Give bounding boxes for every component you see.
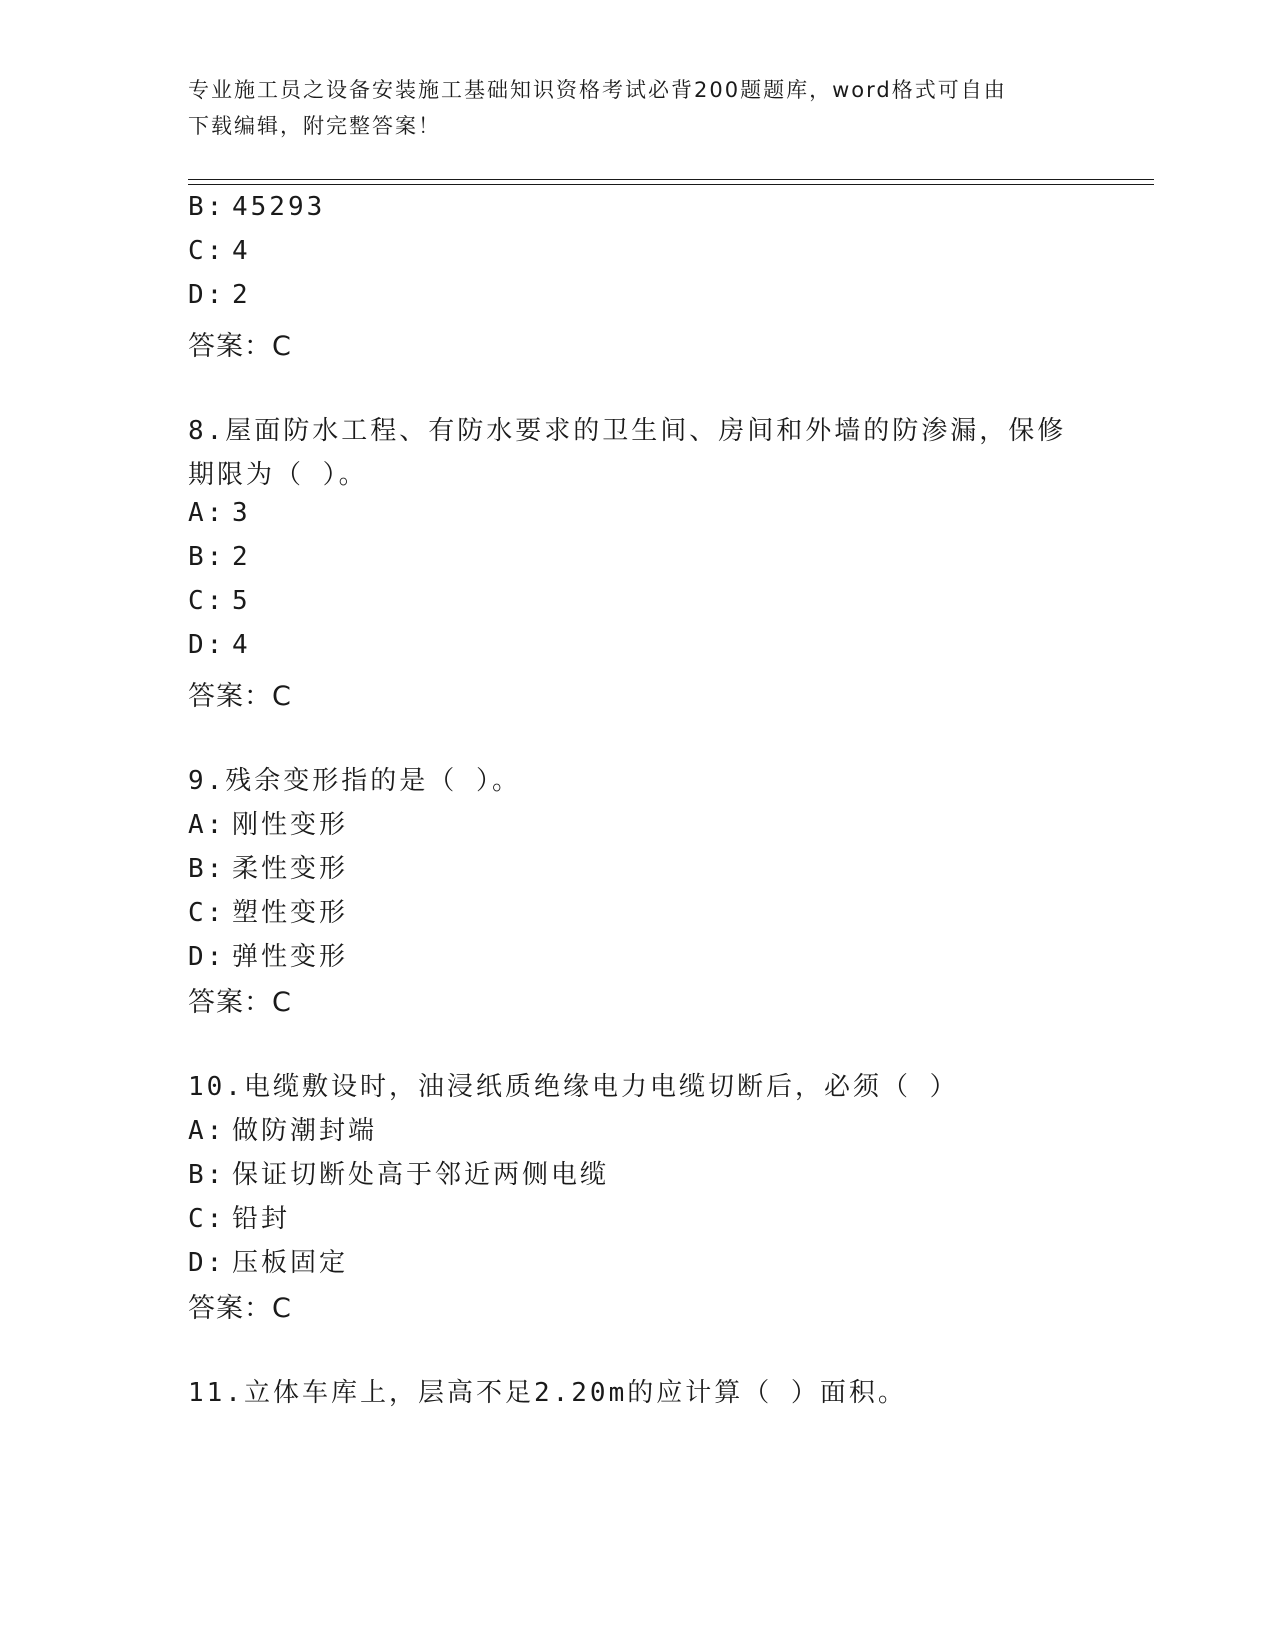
- q10-option-d: D: 压板固定: [188, 1248, 349, 1278]
- q9-stem: 9.残余变形指的是（ ）。: [188, 766, 521, 796]
- prev-answer: 答案：C: [188, 331, 292, 362]
- q9-option-a: A: 刚性变形: [188, 810, 349, 840]
- q11-stem: 11.立体车库上，层高不足2.20m的应计算（ ）面积。: [188, 1378, 907, 1408]
- prev-option-b: B: 45293: [188, 192, 326, 222]
- prev-option-c: C: 4: [188, 236, 251, 266]
- q8-option-b: B: 2: [188, 542, 251, 572]
- q9-option-d: D: 弹性变形: [188, 942, 349, 972]
- q8-answer: 答案：C: [188, 681, 292, 712]
- q9-answer: 答案：C: [188, 987, 292, 1018]
- header-line-1: 专业施工员之设备安装施工基础知识资格考试必背200题题库，word格式可自由: [188, 78, 1007, 102]
- q10-option-b: B: 保证切断处高于邻近两侧电缆: [188, 1160, 610, 1190]
- q10-option-c: C: 铅封: [188, 1204, 291, 1234]
- document-header: [188, 72, 1088, 144]
- q8-stem-line-1: 8.屋面防水工程、有防水要求的卫生间、房间和外墙的防渗漏，保修: [188, 416, 1067, 446]
- q8-option-a: A: 3: [188, 498, 251, 528]
- q8-option-c: C: 5: [188, 586, 251, 616]
- q10-option-a: A: 做防潮封端: [188, 1116, 378, 1146]
- q9-option-c: C: 塑性变形: [188, 898, 349, 928]
- header-divider-bottom: [188, 184, 1154, 185]
- q9-option-b: B: 柔性变形: [188, 854, 349, 884]
- header-line-2: 下载编辑，附完整答案！: [188, 114, 441, 138]
- prev-option-d: D: 2: [188, 280, 251, 310]
- q8-stem-line-2: 期限为（ ）。: [188, 460, 368, 490]
- header-divider-top: [188, 179, 1154, 180]
- q10-stem: 10.电缆敷设时，油浸纸质绝缘电力电缆切断后，必须（ ）: [188, 1072, 959, 1102]
- q10-answer: 答案：C: [188, 1293, 292, 1324]
- q8-option-d: D: 4: [188, 630, 251, 660]
